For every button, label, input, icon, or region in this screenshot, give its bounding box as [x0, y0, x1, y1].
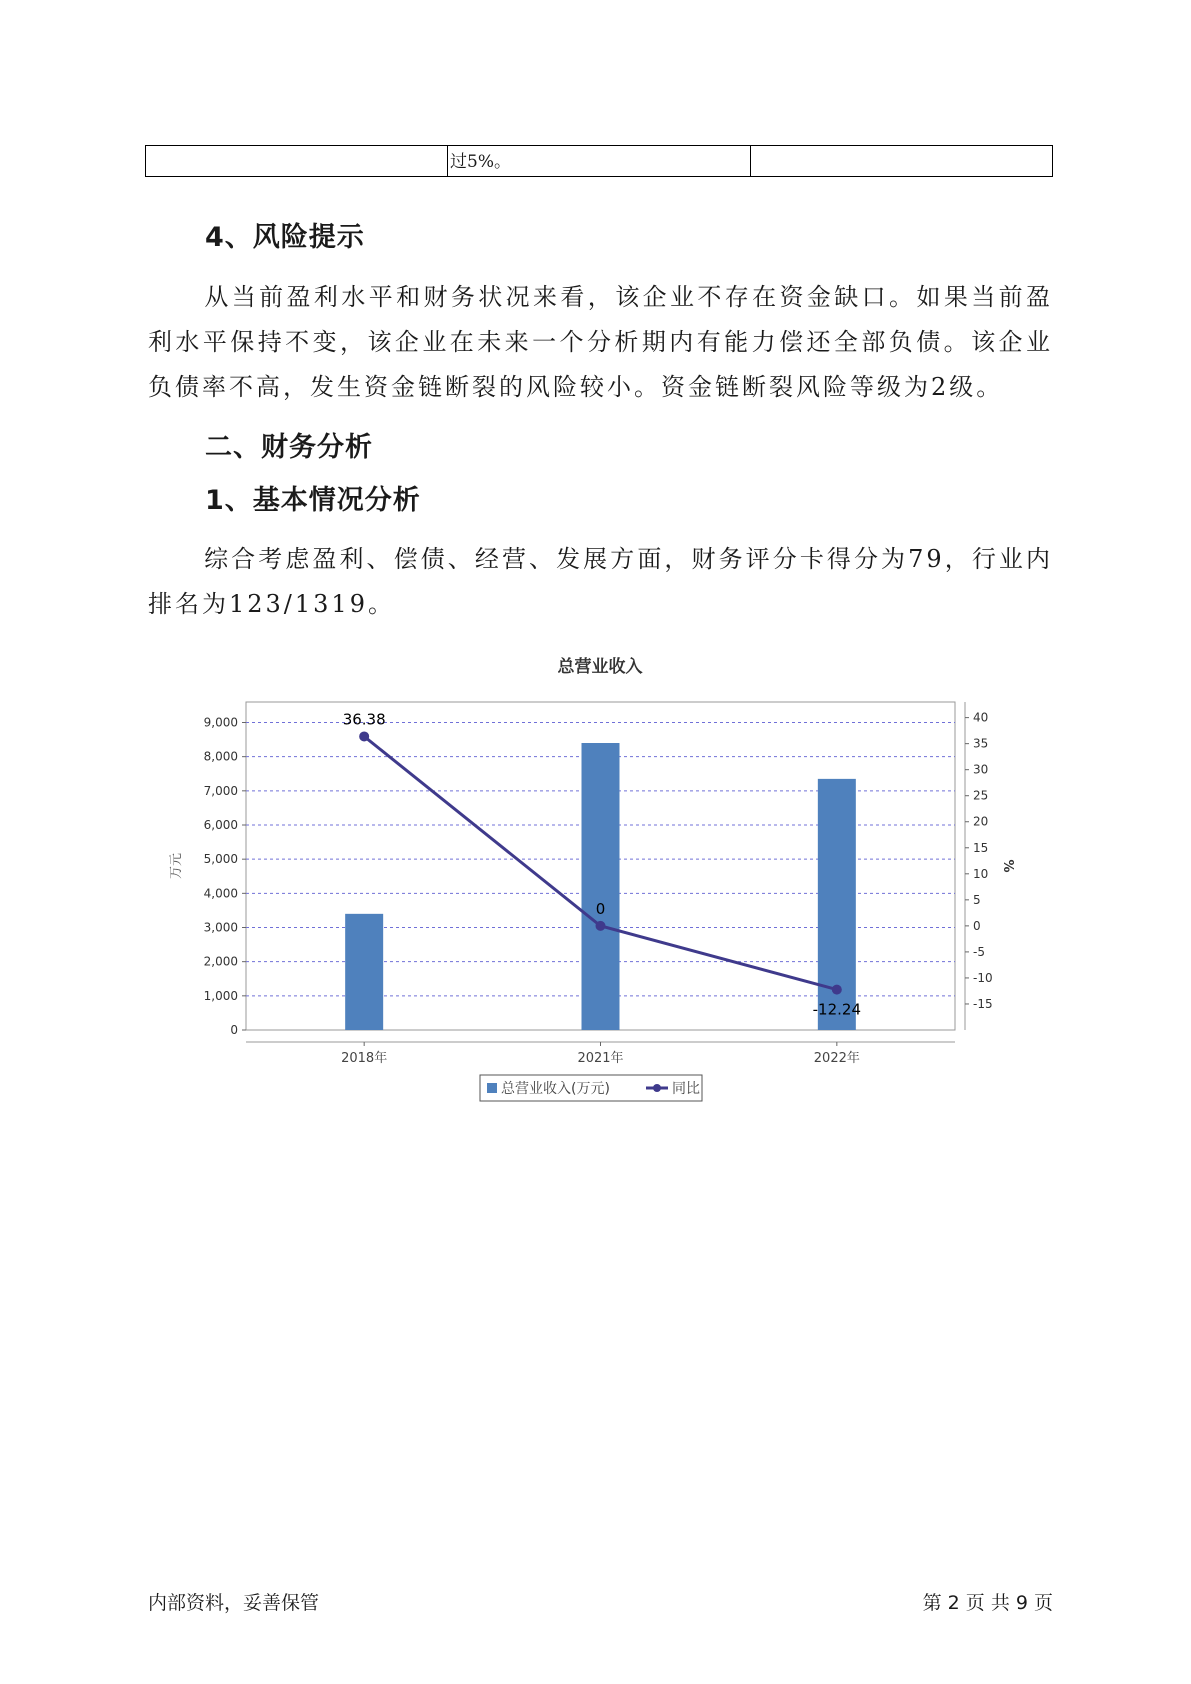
yoy-data-label: -12.24	[812, 1000, 862, 1019]
footer-confidential: 内部资料，妥善保管	[148, 1592, 320, 1614]
yoy-data-label: 36.38	[342, 710, 386, 729]
yoy-data-label: 0	[595, 899, 606, 918]
y2-tick-label: 5	[973, 892, 981, 907]
table-cell	[146, 146, 448, 176]
table-row	[145, 145, 1053, 177]
basic-text: 综合考虑盈利、偿债、经营、发展方面，财务评分卡得分为79，行业内排名为123/1319。	[148, 545, 1053, 618]
yoy-point	[832, 985, 842, 995]
y2-tick-label: 15	[973, 840, 989, 855]
risk-text: 从当前盈利水平和财务状况来看，该企业不存在资金缺口。如果当前盈利水平保持不变，该企业在未来一个分析期内有能力偿还全部负债。该企业负债率不高，发生资金链断裂的风险较小。资金链断裂风险等级为2级。	[148, 283, 1053, 401]
y-tick-label: 5,000	[203, 852, 238, 867]
y-tick-label: 1,000	[203, 988, 238, 1003]
yoy-point	[596, 921, 606, 931]
y-tick-label: 3,000	[203, 920, 238, 935]
bar	[582, 743, 620, 1030]
y2-tick-label: 40	[973, 710, 989, 725]
y-tick-label: 0	[230, 1023, 238, 1037]
legend-line-label: 同比	[672, 1081, 700, 1097]
y-tick-label: 9,000	[203, 715, 238, 730]
y-tick-label: 4,000	[203, 886, 238, 901]
risk-paragraph	[148, 275, 1053, 410]
yoy-point	[359, 731, 369, 741]
y2-tick-label: -10	[973, 970, 993, 985]
y2-tick-label: 0	[973, 918, 981, 933]
revenue-chart	[160, 650, 1020, 1110]
bar	[345, 914, 383, 1030]
chart-title: 总营业收入	[557, 657, 643, 677]
legend-bar-swatch	[487, 1083, 497, 1093]
y2-axis-label: %	[1000, 859, 1015, 873]
y-tick-label: 6,000	[203, 818, 238, 832]
y2-tick-label: -15	[973, 996, 993, 1011]
y2-tick-label: 20	[973, 814, 989, 829]
y-axis-label: 万元	[169, 852, 184, 880]
y-tick-label: 8,000	[203, 749, 238, 764]
risk-heading: 4、风险提示	[205, 222, 365, 253]
y2-tick-label: -5	[973, 944, 985, 959]
y2-tick-label: 25	[973, 788, 989, 803]
y2-tick-label: 10	[973, 866, 989, 881]
y-tick-label: 2,000	[203, 954, 238, 969]
finance-heading: 二、财务分析	[205, 432, 373, 463]
table-cell	[751, 146, 1052, 176]
basic-paragraph	[148, 537, 1053, 627]
basic-heading: 1、基本情况分析	[205, 485, 421, 516]
legend-line-marker	[653, 1084, 661, 1092]
y2-tick-label: 30	[973, 762, 989, 777]
table-cell: 过5%。	[448, 146, 751, 176]
footer-page-number: 第 2 页 共 9 页	[922, 1592, 1053, 1614]
y-tick-label: 7,000	[203, 783, 238, 798]
legend-bar-label: 总营业收入(万元)	[501, 1081, 610, 1097]
x-tick-label: 2018年	[341, 1051, 388, 1066]
x-tick-label: 2022年	[813, 1051, 860, 1066]
x-tick-label: 2021年	[577, 1051, 624, 1066]
y2-tick-label: 35	[973, 736, 989, 751]
